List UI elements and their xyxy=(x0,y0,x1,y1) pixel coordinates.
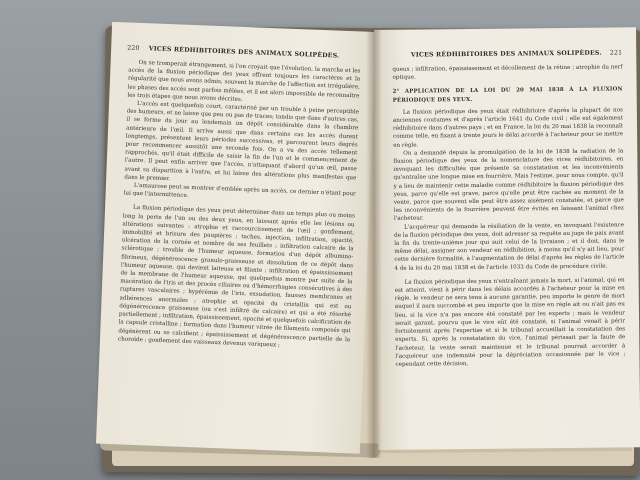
left-paragraph-1: On se tromperait étrangement, si l'on croyait que l'évolution, la marche et les accès de la fluxion périodique des yeux offrent toujours les caractères et la régularité que nous avons admis, souvent la marche de l'affection est irrégulière, les phases des accès sont parfois mêlées, et il est alors impossible de reconnaître les trois étapes que nous avons décrites. xyxy=(127,59,361,103)
right-page xyxy=(374,27,640,450)
left-paragraph-3: L'amaurose peut se montrer d'emblée après un accès, ce dernier n'étant pour lui que l'intermittence. xyxy=(123,182,356,200)
book-gutter xyxy=(366,30,382,458)
right-paragraph-4: La fluxion périodique des yeux n'entraînant jamais la mort, si l'animal, qui en est atteint, vient à périr dans les délais accordés à l'acheteur pour la mise en règle, le vendeur ne sera tenu à aucune garantie, peu importe le genre de mort auquel il aura succombé et peu importe que la mise en règle ait ou n'ait pas eu lieu, si la vice n'a pas encore été constaté par les experts ; mais le vendeur serait garant, pourvu que le vice eût été constaté, si l'animal venait à périr fortuitement après l'expertise et si le tribunal accueillait la constatation des experts. Si, après la constatation du vice, l'animal périssait par la faute de l'acheteur, la vente serait maintenue et le tribunal pourrait accorder à l'acquéreur une indemnité pour la dépréciation occasionnée par le vice ; cependant cette décision, xyxy=(394,277,626,368)
right-body-text xyxy=(392,63,625,369)
right-header xyxy=(390,49,623,59)
left-page xyxy=(96,22,376,454)
right-running-head: VICES RÉDHIBITOIRES DES ANIMAUX SOLIPÈDES. xyxy=(410,49,602,59)
right-paragraph-2: On a demandé depuis la promulgation de la loi de 1838 la radiation de la fluxion périodique des yeux de la nomenclature des vices rédhibitoires, en invoquant les difficultés que présente sa constatation et les inconvénients qu'entraîne une longue mise en fourrière. Mais l'estime, pour nous compte, qu'il y a lieu de maintenir cette maladie comme rédhibitoire la fluxion périodique des yeux, parce qu'elle est grave, parce qu'elle peut être cachée au moment de la vente, parce que souvent elle peut être assez aisément constatée, et parce que les inconvénients de la fourrière peuvent être évités en laissant l'animal chez l'acheteur. xyxy=(393,148,624,223)
left-paragraph-2: L'accès est quelquefois court, caractérisé par un trouble à peine perceptible des humeurs, et ne laisse que peu ou pas de traces; tandis que dans d'autres cas, il se forme du jour au lendemain un dépôt considérable dans la chambre antérieure de l'œil. Il arrive aussi que dans certains cas les accès durent longtemps, présentent leurs périodes successives, et parcourent leurs degrés pour recommencer aussitôt une seconde fois. On a vu des accès tellement rapprochés, qu'il était difficile de saisir la fin de l'un et le commencement de l'autre. Il peut enfin arriver que l'accès, n'attaquant d'abord qu'un œil, passe avant sa disparition à l'autre, et lui laisse des altérations plus manifestes que dans le premier. xyxy=(124,100,360,183)
right-section-title: 2° APPLICATION DE LA LOI DU 20 MAI 1838 À LA FLUXION PÉRIODIQUE DES YEUX. xyxy=(392,86,623,104)
right-lead-text: queux ; infiltration, épaississement et décollement de la rétine ; atrophie du nerf optique. xyxy=(392,64,623,82)
left-header xyxy=(127,44,361,60)
left-body-text xyxy=(118,59,361,353)
left-running-head: VICES RÉDHIBITOIRES DES ANIMAUX SOLIPÈDES. xyxy=(148,45,340,60)
right-page-number: 221 xyxy=(609,49,623,57)
left-paragraph-4: La fluxion périodique des yeux peut déterminer dans un temps plus ou moins long la perte de l'un ou des deux yeux, en laissant après elle les lésions ou altérations suivantes : atrophie et raccourcissement de l'œil ; gonflement, immobilité et brisure des paupières ; taches, injection, infiltration, opacité, ulcération de la cornée et nombre de ses feuillets ; infiltration calcaire de la sclérotique ; trouble de l'humeur aqueuse, formation d'un dépôt albumino-fibrineux, dégénérescence granulo-graisseuse et dissolution de ce dépôt dans l'humeur aqueuse, qui devient laiteuse et filante ; infiltration et épaississement de la membrane de l'humeur aqueuse, qui quelquefois montre par suite de la macération de l'iris et des procès ciliaires ou d'hémorrhagies consécutives à des ruptures vasculaires ; hypérémie de l'iris, exsudation, fausses membranes et adhérences anormales ; atrophie et opacité du cristallin qui est ou dégénérescence graisseuse (ou s'est infiltré de calcaire) et qui a été résorbé partiellement ; infiltration, épaississement, opacité et quelquefois calcification de la capsule cristalline ; formation dans l'humeur vitrée de filaments composés qui dégénèrent ou se calcifient ; épaississement et dégénérescence partielle de la choroïde ; gonflement des vaisseaux devenus variqueux ; xyxy=(117,205,356,349)
left-page-number: 220 xyxy=(127,44,140,52)
right-paragraph-1: La fluxion périodique des yeux était rédhibitoire d'après la plupart de nos anciennes coutumes et d'après l'article 1641 du Code civil ; elle est également rédhibitoire dans d'autres pays ; et en France, la loi du 20 mai 1838 la reconnaît comme telle, en fixant à trente jours le délai accordé à l'acheteur pour se mettre en règle. xyxy=(392,107,624,149)
right-paragraph-3: L'acquéreur qui demande la résiliation de la vente, en invoquant l'existence de la fluxion périodique des yeux, doit adresser sa requête au juge de paix avant la fin du trente-unième jour qui suit celui de la livraison ; et il doit, dans le même délai, assigner son vendeur en rédhibition, à moins qu'il n'y ait lieu, pour cette dernière formalité, à l'augmentation de délai d'après les règles de l'article 4 de la loi du 20 mai 1838 et de l'article 1033 du Code de procédure civile. xyxy=(394,222,625,272)
